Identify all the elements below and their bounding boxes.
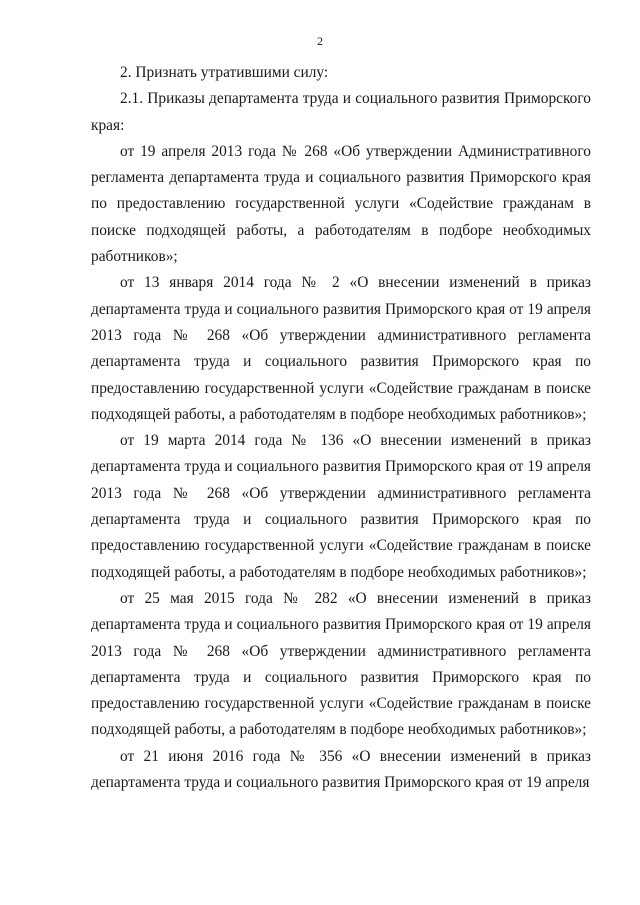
- paragraph-order-268: от 19 апреля 2013 года № 268 «Об утверждении Административного регламента департамента труда и социального развития Приморского края по предоставлению государственной услуги «Содействие гражданам в поиске подходящей работы, а работодателям в подборе необходимых работников»;: [91, 142, 591, 266]
- paragraph-order-356: от 21 июня 2016 года № 356 «О внесении изменений в приказ департамента труда и социального развития Приморского края от 19 апреля: [91, 747, 591, 792]
- paragraph-order-136: от 19 марта 2014 года № 136 «О внесении изменений в приказ департамента труда и социального развития Приморского края от 19 апреля 2013 года № 268 «Об утверждении административного регламента департамента труда и социального развития Приморского края по предоставлению государственной услуги «Содействие гражданам в поиске подходящей работы, а работодателям в подборе необходимых работников»;: [91, 432, 591, 581]
- paragraph-order-2: от 13 января 2014 года № 2 «О внесении изменений в приказ департамента труда и социального развития Приморского края от 19 апреля 2013 года № 268 «Об утверждении административного регламента департамента труда и социального развития Приморского края по предоставлению государственной услуги «Содействие гражданам в поиске подходящей работы, а работодателям в подборе необходимых работников»;: [91, 274, 591, 423]
- page-number: 2: [317, 34, 323, 48]
- document-body: [91, 60, 591, 796]
- paragraph-item-2-1: 2.1. Приказы департамента труда и социального развития Приморского края:: [91, 90, 591, 134]
- paragraph-item-2-heading: 2. Признать утратившими силу:: [120, 64, 329, 81]
- paragraph-order-282: от 25 мая 2015 года № 282 «О внесении изменений в приказ департамента труда и социального развития Приморского края от 19 апреля 2013 года № 268 «Об утверждении административного регламента департамента труда и социального развития Приморского края по предоставлению государственной услуги «Содействие гражданам в поиске подходящей работы, а работодателям в подборе необходимых работников»;: [91, 589, 591, 739]
